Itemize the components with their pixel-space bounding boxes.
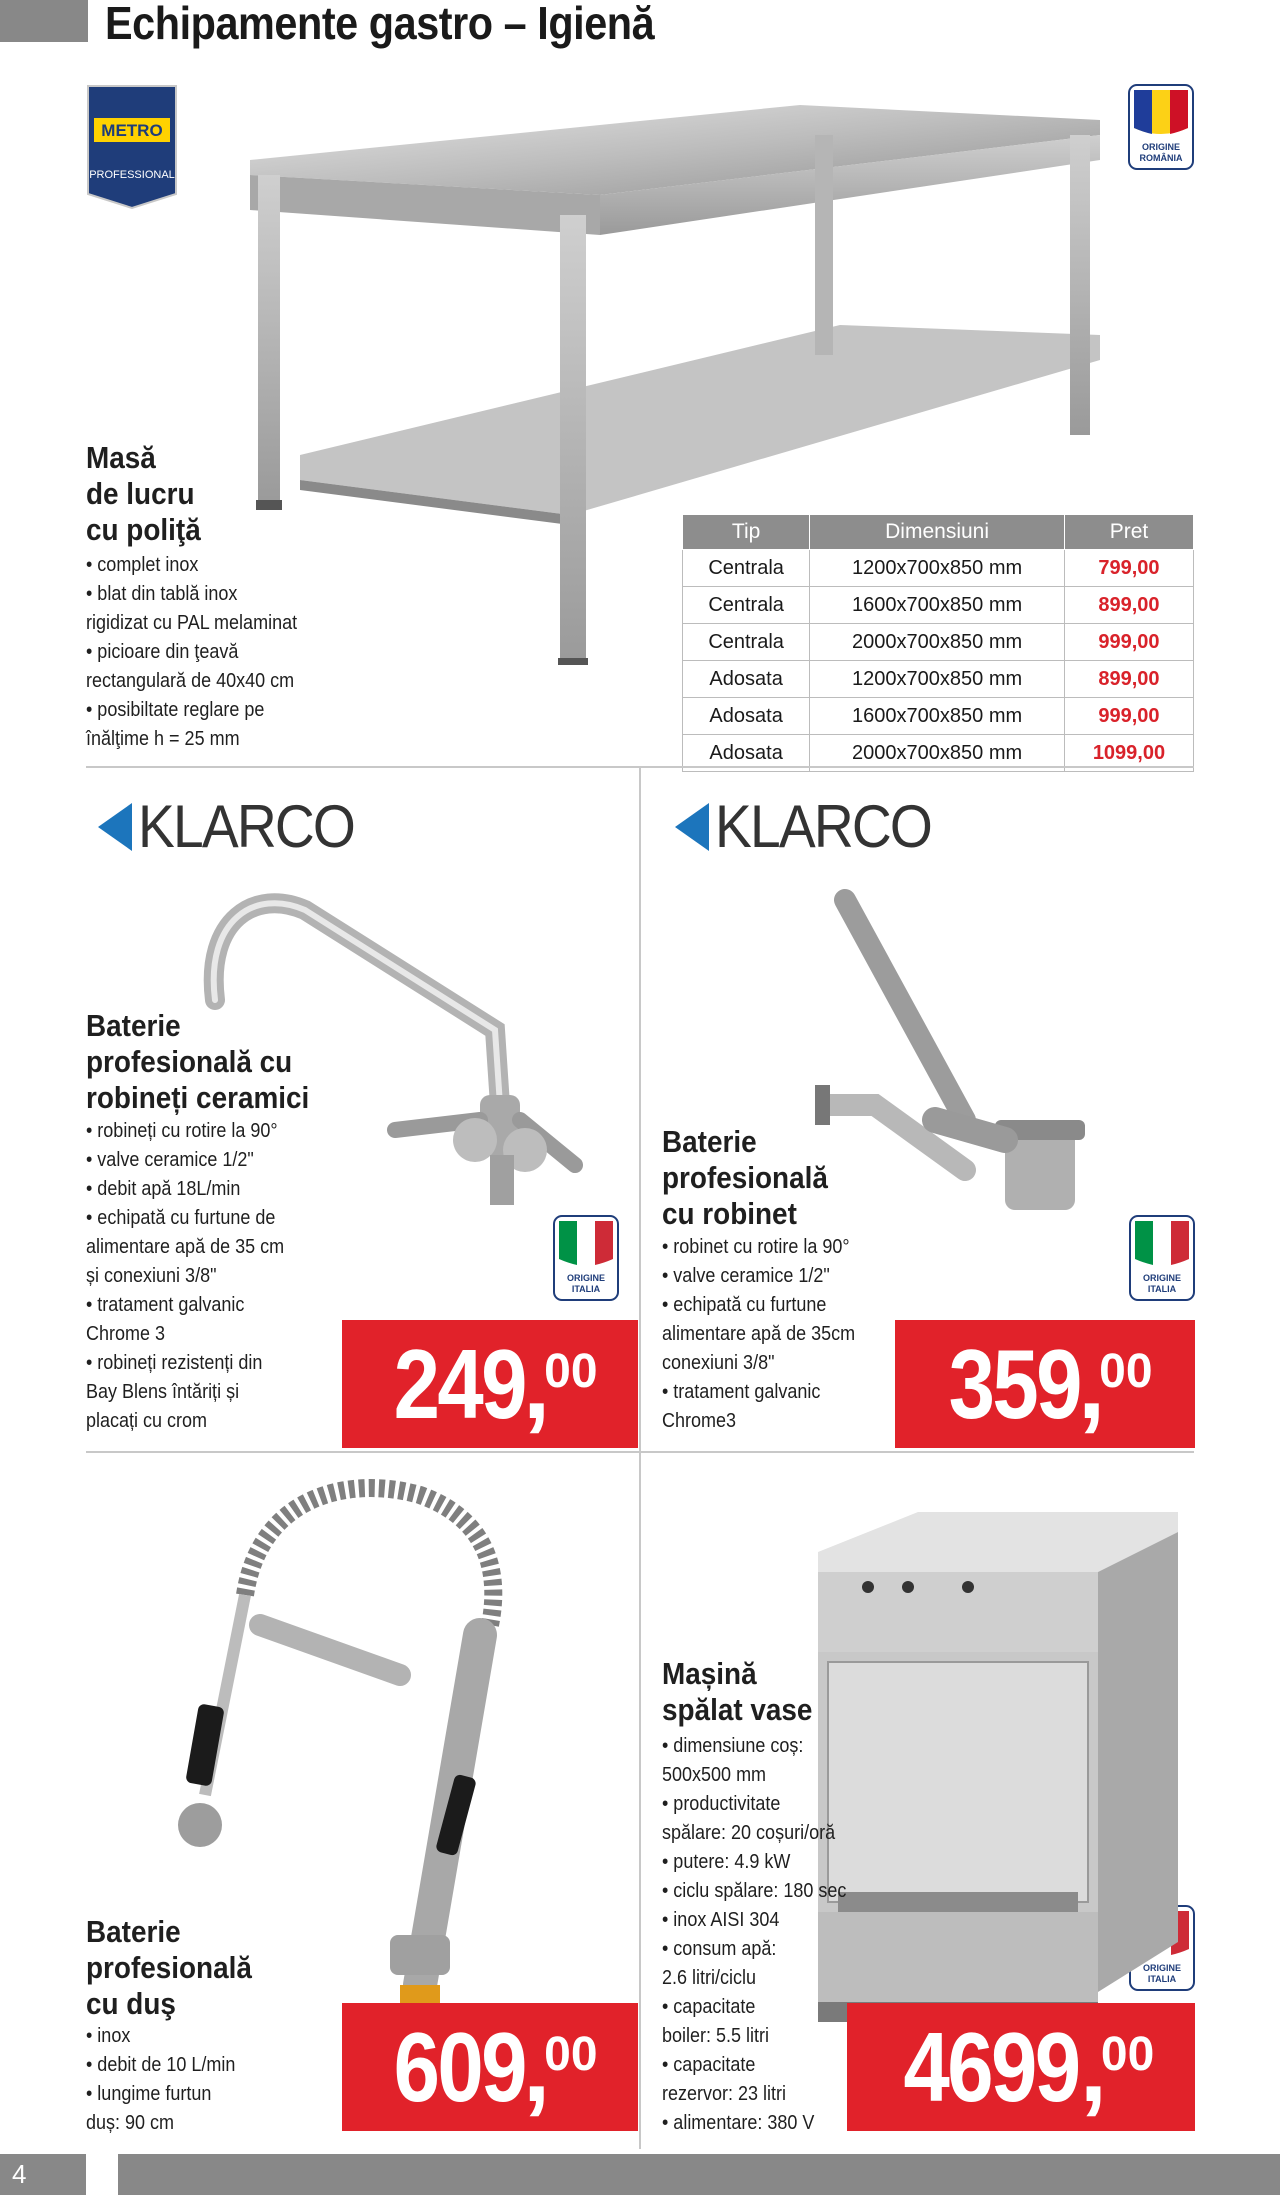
feature-line: • tratament galvanic (86, 1294, 245, 1316)
header-bar (0, 0, 88, 42)
feature-line: înălţime h = 25 mm (86, 728, 240, 750)
cell-pret: 899,00 (1064, 661, 1193, 698)
masa-title-line: Masă (86, 440, 156, 475)
cell-pret: 799,00 (1064, 550, 1193, 587)
baterie-robinet-features (662, 1233, 855, 1436)
masa-price-table (682, 514, 1194, 772)
masa-title-line: de lucru (86, 476, 195, 511)
feature-line: • ciclu spălare: 180 sec (662, 1880, 847, 1902)
column-header-dimensiuni: Dimensiuni (810, 515, 1065, 550)
feature-line: Chrome 3 (86, 1323, 166, 1345)
price-comma: , (1077, 1329, 1106, 1439)
feature-line: placați cu crom (86, 1410, 208, 1432)
cell-tip: Centrala (683, 550, 810, 587)
baterie-ceramici-title (86, 1008, 309, 1116)
baterie-ceramici-features (86, 1117, 284, 1436)
title-line: Baterie (86, 1008, 181, 1043)
feature-line: • echipată cu furtune de (86, 1207, 276, 1229)
price-comma: , (522, 2012, 551, 2122)
title-line: Mașină (662, 1656, 757, 1691)
baterie-dus-title (86, 1914, 252, 2022)
feature-line: • inox AISI 304 (662, 1909, 780, 1931)
klarco-logo (675, 792, 950, 861)
feature-line: rectangulară de 40x40 cm (86, 670, 295, 692)
feature-line: • alimentare: 380 V (662, 2112, 815, 2134)
feature-line: • valve ceramice 1/2" (662, 1265, 830, 1287)
cell-dimensiuni: 2000x700x850 mm (810, 735, 1065, 772)
klarco-arrow-icon (675, 803, 709, 851)
cell-tip: Centrala (683, 624, 810, 661)
page-title: Echipamente gastro – Igienă (105, 0, 655, 49)
price-integer: 249 (394, 1329, 526, 1439)
page-number: 4 (0, 2154, 86, 2195)
klarco-wordmark: KLARCO (138, 793, 354, 860)
feature-line: • posibiltate reglare pe (86, 699, 265, 721)
column-header-pret: Pret (1064, 515, 1193, 550)
feature-line: • tratament galvanic (662, 1381, 821, 1403)
origin-italia-line2: ITALIA (571, 1284, 601, 1294)
title-line: cu duş (86, 1986, 176, 2021)
feature-line: • capacitate (662, 1996, 756, 2018)
title-line: profesională (86, 1950, 252, 1985)
feature-line: • robinet cu rotire la 90° (662, 1236, 850, 1258)
feature-line: 2.6 litri/ciclu (662, 1967, 757, 1989)
feature-line: • valve ceramice 1/2" (86, 1149, 254, 1171)
table-row (683, 661, 1194, 698)
origin-italia-line1: ORIGINE (1142, 1963, 1182, 1973)
title-line: Baterie (662, 1124, 757, 1159)
cell-tip: Adosata (683, 698, 810, 735)
feature-line: • inox (86, 2025, 131, 2047)
klarco-arrow-icon (98, 803, 132, 851)
masina-title (662, 1656, 812, 1728)
feature-line: • picioare din ţeavă (86, 641, 239, 663)
cell-tip: Centrala (683, 587, 810, 624)
cell-dimensiuni: 1600x700x850 mm (810, 587, 1065, 624)
price-integer: 609 (394, 2012, 526, 2122)
feature-line: • robineți rezistenți din (86, 1352, 263, 1374)
price-decimals: 00 (544, 2028, 598, 2081)
table-row (683, 550, 1194, 587)
price-decimals: 00 (544, 1345, 598, 1398)
feature-line: duș: 90 cm (86, 2112, 175, 2134)
price-comma: , (1079, 2012, 1107, 2122)
feature-line: rigidizat cu PAL melaminat (86, 612, 298, 634)
feature-line: Chrome3 (662, 1410, 737, 1432)
origin-italia-line2: ITALIA (1147, 1284, 1177, 1294)
price-decimals: 00 (1100, 2028, 1155, 2081)
metro-sub-text: PROFESSIONAL (89, 169, 175, 181)
price-integer: 4699 (903, 2012, 1079, 2122)
title-line: profesională (662, 1160, 828, 1195)
metro-professional-logo (86, 84, 178, 210)
table-row (683, 698, 1194, 735)
origin-romania-line2: ROMÂNIA (1139, 153, 1183, 163)
klarco-wordmark: KLARCO (715, 793, 931, 860)
feature-line: • debit de 10 L/min (86, 2054, 236, 2076)
footer-bar (118, 2154, 1280, 2195)
column-divider (639, 768, 641, 2149)
feature-line: • debit apă 18L/min (86, 1178, 241, 1200)
price-decimals: 00 (1099, 1345, 1153, 1398)
feature-line: conexiuni 3/8" (662, 1352, 775, 1374)
feature-line: • capacitate (662, 2054, 756, 2076)
price-tag-baterie-robinet (895, 1320, 1195, 1448)
title-line: profesională cu (86, 1044, 293, 1079)
metro-brand-text: METRO (101, 121, 163, 140)
origin-italia-badge (1129, 1215, 1195, 1301)
feature-line: • lungime furtun (86, 2083, 212, 2105)
table-row (683, 624, 1194, 661)
feature-line: • echipată cu furtune (662, 1294, 827, 1316)
feature-line: Bay Blens întăriți și (86, 1381, 240, 1403)
cell-tip: Adosata (683, 735, 810, 772)
masina-features (662, 1732, 846, 2138)
cell-dimensiuni: 1600x700x850 mm (810, 698, 1065, 735)
title-line: Baterie (86, 1914, 181, 1949)
price-tag-baterie-ceramici (342, 1320, 638, 1448)
cell-dimensiuni: 1200x700x850 mm (810, 661, 1065, 698)
cell-pret: 1099,00 (1064, 735, 1193, 772)
feature-line: • blat din tablă inox (86, 583, 238, 605)
feature-line: • putere: 4.9 kW (662, 1851, 791, 1873)
dishwasher-image (808, 1512, 1198, 2032)
feature-line: • complet inox (86, 554, 199, 576)
table-header-row (683, 515, 1194, 550)
baterie-robinet-title (662, 1124, 828, 1232)
price-integer: 359 (949, 1329, 1081, 1439)
klarco-logo (98, 792, 373, 861)
cell-dimensiuni: 1200x700x850 mm (810, 550, 1065, 587)
cell-dimensiuni: 2000x700x850 mm (810, 624, 1065, 661)
origin-italia-badge (553, 1215, 619, 1301)
price-tag-baterie-dus (342, 2003, 638, 2131)
title-line: cu robinet (662, 1196, 797, 1231)
feature-line: boiler: 5.5 litri (662, 2025, 770, 2047)
feature-line: spălare: 20 coșuri/oră (662, 1822, 836, 1844)
masa-title-line: cu poliţă (86, 512, 201, 547)
feature-line: alimentare apă de 35 cm (86, 1236, 285, 1258)
baterie-dus-features (86, 2022, 235, 2138)
lever-faucet-image (815, 880, 1115, 1210)
cell-tip: Adosata (683, 661, 810, 698)
masa-title (86, 440, 201, 548)
feature-line: 500x500 mm (662, 1764, 767, 1786)
feature-line: • productivitate (662, 1793, 781, 1815)
feature-line: • consum apă: (662, 1938, 777, 1960)
title-line: robineți ceramici (86, 1080, 310, 1115)
price-comma: , (522, 1329, 551, 1439)
cell-pret: 999,00 (1064, 624, 1193, 661)
column-header-tip: Tip (683, 515, 810, 550)
title-line: spălat vase (662, 1692, 813, 1727)
origin-romania-line1: ORIGINE (1141, 142, 1181, 152)
feature-line: alimentare apă de 35cm (662, 1323, 856, 1345)
masa-features (86, 551, 297, 754)
origin-romania-badge (1128, 84, 1194, 170)
feature-line: rezervor: 23 litri (662, 2083, 787, 2105)
price-tag-masina (847, 2003, 1195, 2131)
cell-pret: 999,00 (1064, 698, 1193, 735)
origin-italia-line1: ORIGINE (1142, 1273, 1182, 1283)
origin-italia-line1: ORIGINE (566, 1273, 606, 1283)
cell-pret: 899,00 (1064, 587, 1193, 624)
table-row (683, 587, 1194, 624)
origin-italia-line2: ITALIA (1147, 1974, 1177, 1984)
feature-line: și conexiuni 3/8" (86, 1265, 217, 1287)
feature-line: • dimensiune coș: (662, 1735, 804, 1757)
section-divider (86, 1451, 1194, 1453)
feature-line: • robineți cu rotire la 90° (86, 1120, 278, 1142)
